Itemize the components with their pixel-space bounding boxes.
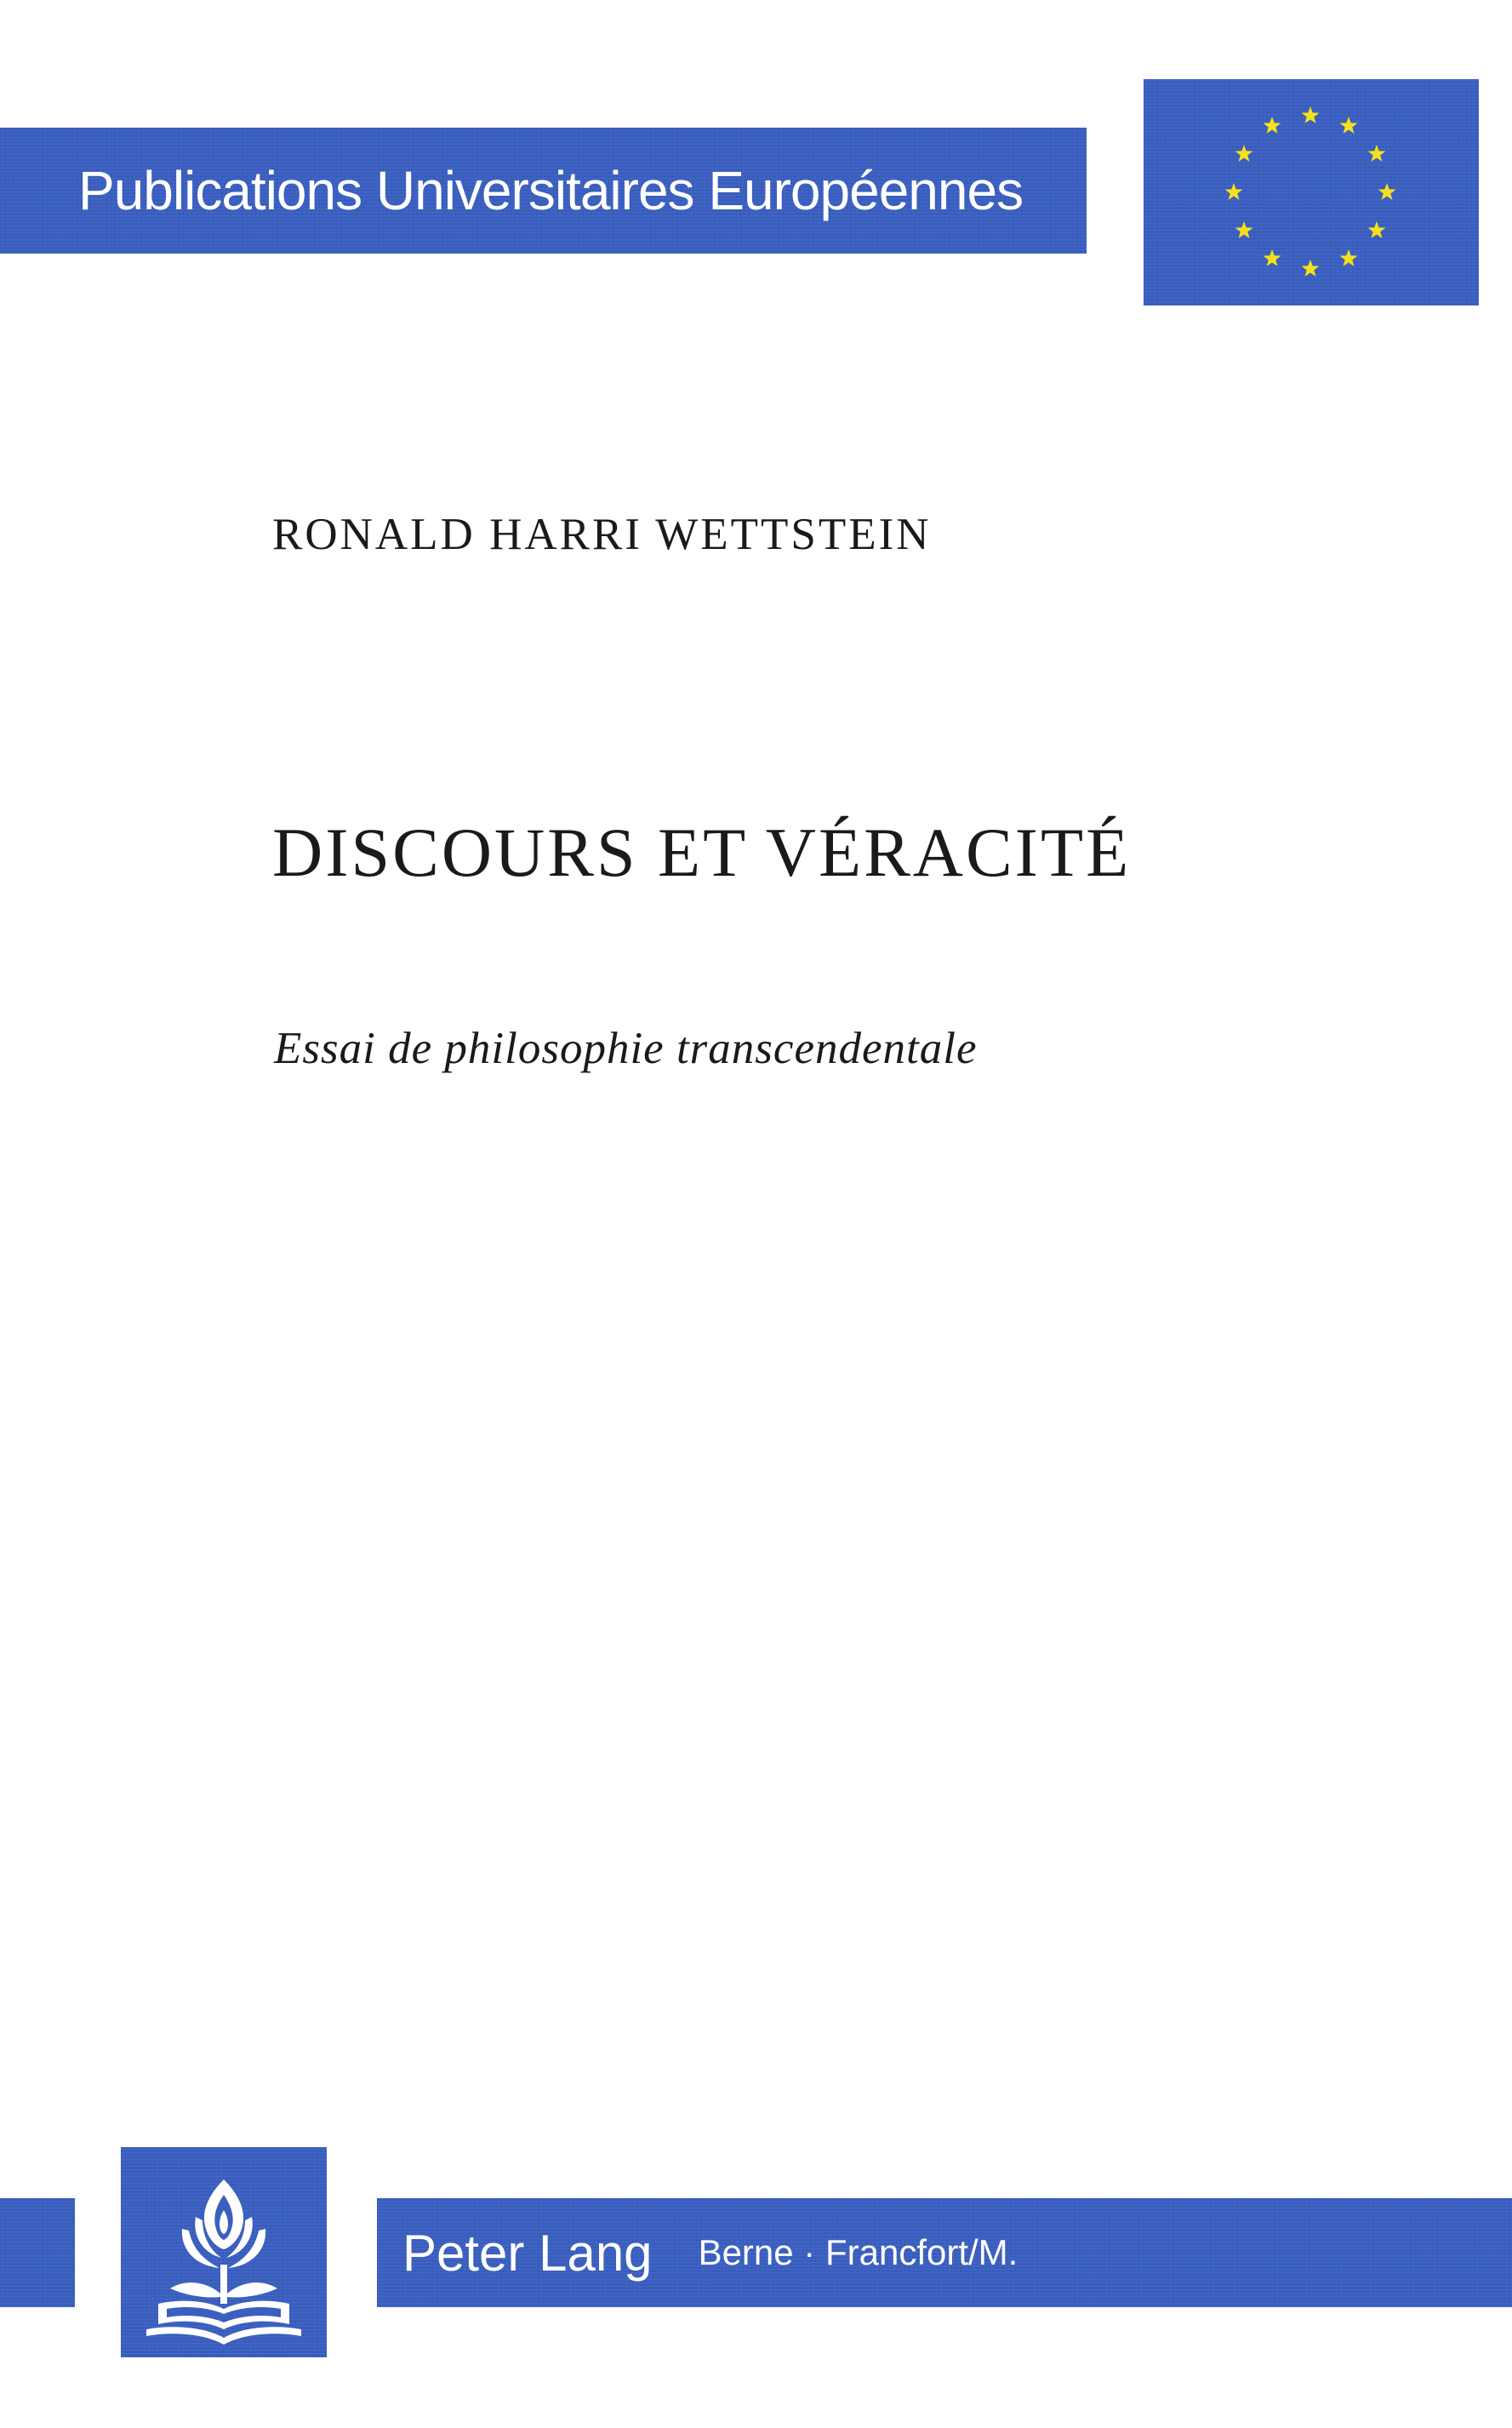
star-icon xyxy=(1235,221,1253,238)
star-icon xyxy=(1340,249,1358,266)
left-decorative-block xyxy=(0,2198,75,2307)
eu-flag-icon xyxy=(1144,79,1479,306)
book-subtitle: Essai de philosophie transcendentale xyxy=(274,1024,978,1073)
author-name: RONALD HARRI WETTSTEIN xyxy=(272,510,932,559)
book-title: DISCOURS ET VÉRACITÉ xyxy=(272,814,1132,891)
eu-stars-circle xyxy=(1144,79,1479,306)
publisher-cities: Berne · Francfort/M. xyxy=(698,2232,1018,2272)
publisher-name: Peter Lang xyxy=(402,2224,653,2282)
book-flower-logo-icon xyxy=(121,2147,327,2357)
publisher-banner xyxy=(377,2198,1512,2307)
star-icon xyxy=(1264,117,1281,134)
publisher-emblem xyxy=(121,2147,327,2357)
series-banner xyxy=(0,128,1087,254)
star-icon xyxy=(1302,260,1320,277)
star-icon xyxy=(1264,249,1281,266)
star-icon xyxy=(1367,145,1385,162)
star-icon xyxy=(1235,145,1253,162)
star-icon xyxy=(1367,221,1385,238)
star-icon xyxy=(1302,106,1320,123)
star-icon xyxy=(1340,117,1358,134)
series-title: Publications Universitaires Européennes xyxy=(78,160,1024,221)
star-icon xyxy=(1225,183,1243,200)
star-icon xyxy=(1378,183,1396,200)
